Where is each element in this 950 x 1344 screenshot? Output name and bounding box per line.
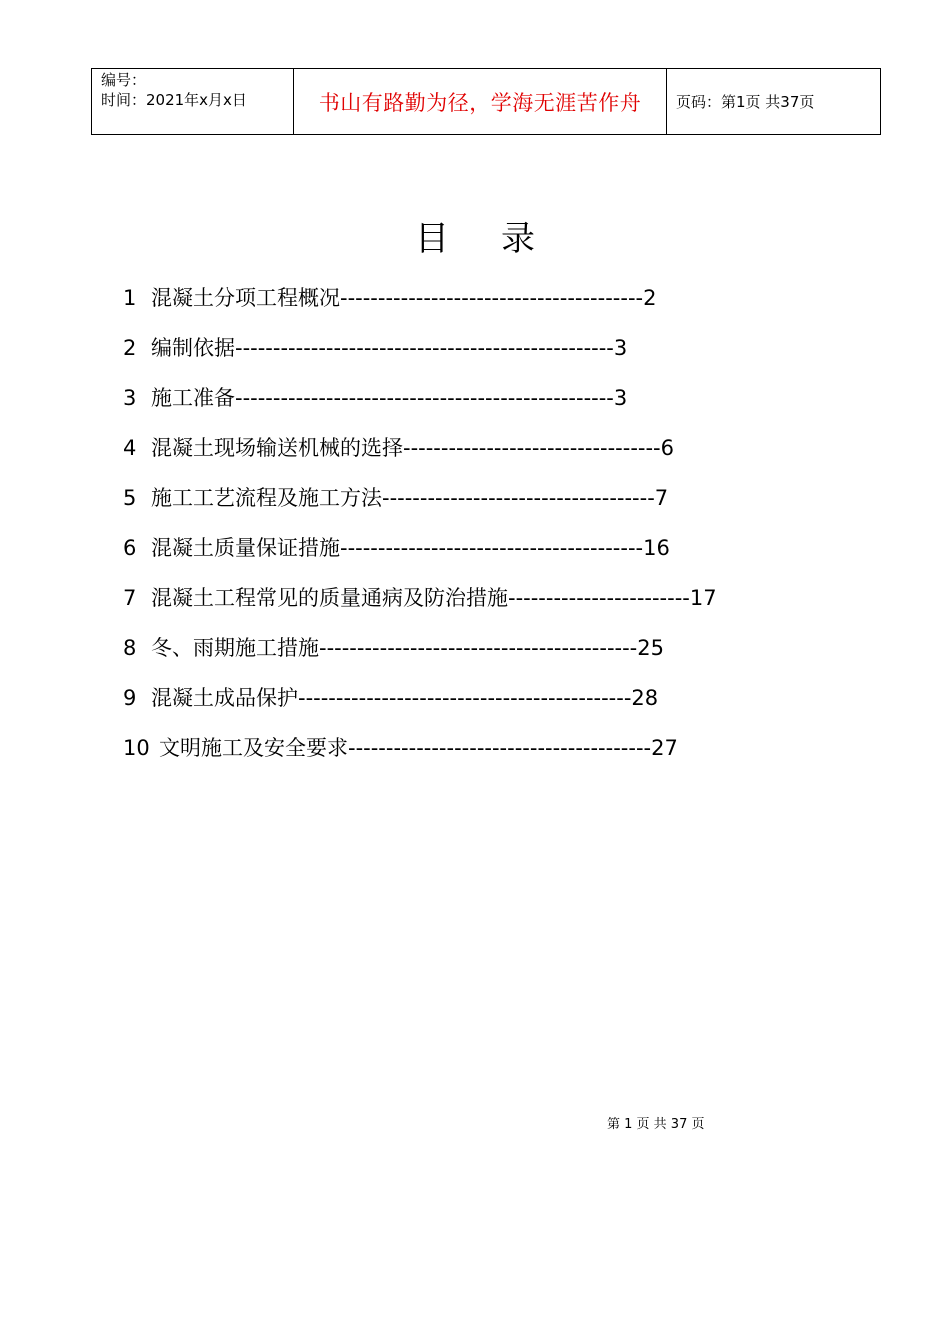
toc-entry[interactable] [123,423,717,473]
toc-entry-text: 编制依据--------------------------------------------------3 [151,336,628,360]
page-info-cell [667,69,880,134]
page-info-text: 页码：第1页 共37页 [676,93,815,111]
toc-entry-number: 4 [123,436,137,460]
header-table [91,68,881,135]
toc-entry[interactable] [123,673,717,723]
toc-entry-text: 混凝土质量保证措施----------------------------------------16 [151,536,670,560]
number-label: 编号： [101,71,147,89]
toc-entry-text: 混凝土成品保护--------------------------------------------28 [151,686,659,710]
footer-page-number: 第 1 页 共 37 页 [607,1117,705,1132]
toc-entry-text: 施工工艺流程及施工方法------------------------------------7 [151,486,669,510]
toc-entry-number: 3 [123,386,137,410]
toc-entry-number: 2 [123,336,137,360]
toc-entry-text: 混凝土分项工程概况----------------------------------------2 [151,286,657,310]
title-char-1: 目 [415,219,449,259]
toc-entry-number: 8 [123,636,137,660]
time-label: 时间：2021年x月x日 [101,91,247,109]
toc-entry-text: 文明施工及安全要求----------------------------------------27 [159,736,678,760]
toc-entry-text: 混凝土工程常见的质量通病及防治措施------------------------17 [151,586,717,610]
header-info-cell [92,69,294,134]
toc-entry[interactable] [123,623,717,673]
toc-entry-number: 10 [123,736,150,760]
toc-entry[interactable] [123,373,717,423]
toc-entry-text: 施工准备--------------------------------------------------3 [151,386,628,410]
toc-entry-number: 9 [123,686,137,710]
toc-entry-number: 5 [123,486,137,510]
toc-entry[interactable] [123,573,717,623]
toc-entry[interactable] [123,323,717,373]
table-of-contents [123,273,717,773]
toc-entry-text: 冬、雨期施工措施------------------------------------------25 [151,636,664,660]
toc-entry[interactable] [123,473,717,523]
title-char-2: 录 [501,219,535,259]
toc-entry-text: 混凝土现场输送机械的选择----------------------------------6 [151,436,674,460]
page-title [0,214,950,264]
toc-entry[interactable] [123,523,717,573]
toc-entry[interactable] [123,723,717,773]
toc-entry[interactable] [123,273,717,323]
toc-entry-number: 6 [123,536,137,560]
toc-entry-number: 1 [123,286,137,310]
toc-entry-number: 7 [123,586,137,610]
motto-cell [294,69,667,134]
motto-text: 书山有路勤为径，学海无涯苦作舟 [318,90,642,115]
